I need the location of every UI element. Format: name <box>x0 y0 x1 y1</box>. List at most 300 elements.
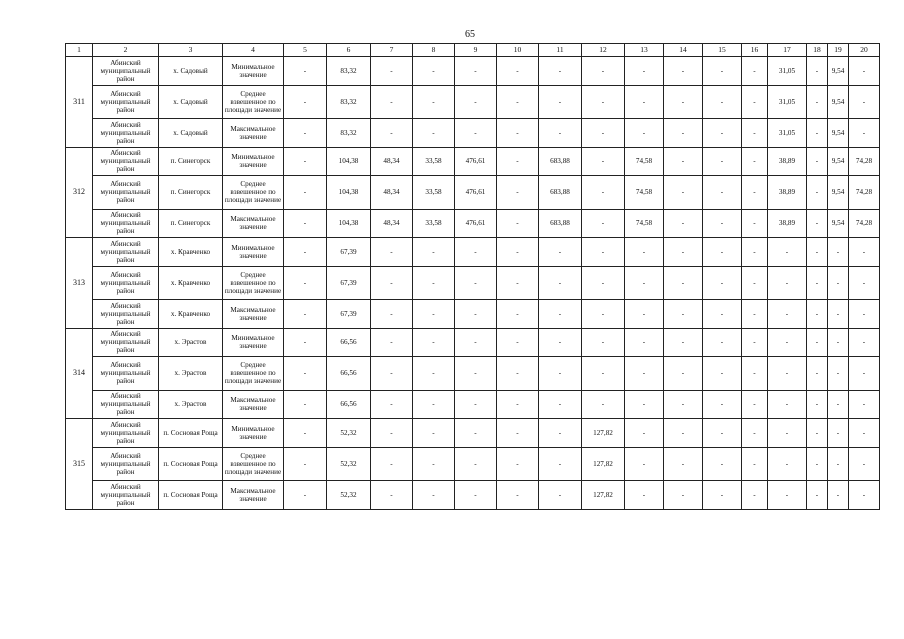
value-cell-col-15: - <box>703 266 742 300</box>
value-cell-col-6: 66,56 <box>327 390 371 419</box>
settlement-cell: п. Синегорск <box>159 209 223 238</box>
value-cell-col-10: - <box>497 419 539 448</box>
value-cell-col-18: - <box>807 238 828 267</box>
value-cell-col-6: 104,38 <box>327 147 371 176</box>
value-cell-col-18: - <box>807 357 828 391</box>
value-cell-col-7: - <box>371 266 413 300</box>
value-cell-col-20: 74,28 <box>849 209 880 238</box>
value-cell-col-9: 476,61 <box>455 147 497 176</box>
value-cell-col-11: - <box>539 390 582 419</box>
district-cell: Абинский муниципальный район <box>93 119 159 148</box>
value-cell-col-9: 476,61 <box>455 209 497 238</box>
value-cell-col-9: - <box>455 266 497 300</box>
value-cell-col-16: - <box>742 328 768 357</box>
value-cell-col-16: - <box>742 119 768 148</box>
district-cell: Абинский муниципальный район <box>93 357 159 391</box>
value-cell-col-8: - <box>413 419 455 448</box>
value-cell-col-13: 74,58 <box>625 209 664 238</box>
value-cell-col-11: 683,88 <box>539 147 582 176</box>
value-cell-col-19: - <box>828 419 849 448</box>
statistic-cell: Максимальное значение <box>223 390 284 419</box>
value-cell-col-7: - <box>371 481 413 510</box>
value-cell-col-5: - <box>284 85 327 119</box>
statistic-cell: Среднее взвешенное по площади значение <box>223 447 284 481</box>
value-cell-col-12: - <box>582 147 625 176</box>
value-cell-col-7: - <box>371 390 413 419</box>
settlement-cell: х. Кравченко <box>159 300 223 329</box>
value-cell-col-6: 52,32 <box>327 447 371 481</box>
value-cell-col-8: - <box>413 119 455 148</box>
value-cell-col-20: - <box>849 357 880 391</box>
value-cell-col-14: - <box>664 390 703 419</box>
table-row <box>66 357 880 391</box>
settlement-cell: п. Синегорск <box>159 176 223 210</box>
value-cell-col-20: - <box>849 447 880 481</box>
value-cell-col-10: - <box>497 447 539 481</box>
value-cell-col-10: - <box>497 300 539 329</box>
value-cell-col-20: 74,28 <box>849 147 880 176</box>
value-cell-col-5: - <box>284 328 327 357</box>
value-cell-col-17: 31,05 <box>768 119 807 148</box>
value-cell-col-12: - <box>582 328 625 357</box>
value-cell-col-15: - <box>703 390 742 419</box>
settlement-cell: х. Садовый <box>159 57 223 86</box>
value-cell-col-14: - <box>664 300 703 329</box>
column-header: 2 <box>93 44 159 57</box>
value-cell-col-18: - <box>807 209 828 238</box>
value-cell-col-6: 104,38 <box>327 176 371 210</box>
value-cell-col-10: - <box>497 176 539 210</box>
settlement-cell: п. Синегорск <box>159 147 223 176</box>
value-cell-col-12: - <box>582 57 625 86</box>
value-cell-col-18: - <box>807 147 828 176</box>
value-cell-col-12: 127,82 <box>582 447 625 481</box>
value-cell-col-15: - <box>703 481 742 510</box>
statistic-cell: Минимальное значение <box>223 419 284 448</box>
value-cell-col-12: 127,82 <box>582 419 625 448</box>
value-cell-col-11: - <box>539 266 582 300</box>
value-cell-col-5: - <box>284 176 327 210</box>
value-cell-col-7: - <box>371 357 413 391</box>
settlement-cell: п. Сосновая Роща <box>159 481 223 510</box>
column-header: 3 <box>159 44 223 57</box>
statistic-cell: Среднее взвешенное по площади значение <box>223 85 284 119</box>
value-cell-col-14: - <box>664 57 703 86</box>
statistic-cell: Среднее взвешенное по площади значение <box>223 357 284 391</box>
value-cell-col-14: - <box>664 119 703 148</box>
value-cell-col-9: - <box>455 328 497 357</box>
value-cell-col-5: - <box>284 419 327 448</box>
district-cell: Абинский муниципальный район <box>93 328 159 357</box>
value-cell-col-20: - <box>849 266 880 300</box>
value-cell-col-6: 66,56 <box>327 357 371 391</box>
table-row <box>66 176 880 210</box>
value-cell-col-8: - <box>413 300 455 329</box>
column-header: 12 <box>582 44 625 57</box>
value-cell-col-17: 31,05 <box>768 85 807 119</box>
column-header: 11 <box>539 44 582 57</box>
value-cell-col-15: - <box>703 328 742 357</box>
value-cell-col-20: - <box>849 481 880 510</box>
value-cell-col-6: 83,32 <box>327 57 371 86</box>
value-cell-col-14: - <box>664 481 703 510</box>
value-cell-col-8: 33,58 <box>413 147 455 176</box>
value-cell-col-18: - <box>807 419 828 448</box>
district-cell: Абинский муниципальный район <box>93 147 159 176</box>
district-cell: Абинский муниципальный район <box>93 447 159 481</box>
statistic-cell: Минимальное значение <box>223 57 284 86</box>
value-cell-col-11: - <box>539 447 582 481</box>
value-cell-col-20: - <box>849 328 880 357</box>
district-cell: Абинский муниципальный район <box>93 209 159 238</box>
value-cell-col-5: - <box>284 119 327 148</box>
value-cell-col-20: - <box>849 390 880 419</box>
value-cell-col-19: 9,54 <box>828 119 849 148</box>
value-cell-col-15: - <box>703 57 742 86</box>
value-cell-col-6: 83,32 <box>327 85 371 119</box>
value-cell-col-16: - <box>742 447 768 481</box>
column-header: 18 <box>807 44 828 57</box>
value-cell-col-12: - <box>582 209 625 238</box>
value-cell-col-9: - <box>455 357 497 391</box>
value-cell-col-6: 67,39 <box>327 300 371 329</box>
value-cell-col-14: - <box>664 85 703 119</box>
statistic-cell: Минимальное значение <box>223 238 284 267</box>
value-cell-col-18: - <box>807 300 828 329</box>
value-cell-col-8: - <box>413 85 455 119</box>
statistic-cell: Максимальное значение <box>223 481 284 510</box>
value-cell-col-9: - <box>455 238 497 267</box>
value-cell-col-18: - <box>807 481 828 510</box>
value-cell-col-5: - <box>284 266 327 300</box>
value-cell-col-12: - <box>582 85 625 119</box>
value-cell-col-6: 67,39 <box>327 238 371 267</box>
value-cell-col-17: 38,89 <box>768 176 807 210</box>
value-cell-col-7: - <box>371 57 413 86</box>
value-cell-col-9: - <box>455 85 497 119</box>
value-cell-col-10: - <box>497 481 539 510</box>
value-cell-col-17: - <box>768 300 807 329</box>
value-cell-col-12: - <box>582 390 625 419</box>
page-number: 65 <box>465 29 475 40</box>
value-cell-col-7: 48,34 <box>371 176 413 210</box>
data-table <box>65 43 880 510</box>
value-cell-col-8: - <box>413 238 455 267</box>
value-cell-col-8: - <box>413 390 455 419</box>
value-cell-col-13: 74,58 <box>625 147 664 176</box>
value-cell-col-5: - <box>284 57 327 86</box>
value-cell-col-18: - <box>807 266 828 300</box>
value-cell-col-15: - <box>703 85 742 119</box>
value-cell-col-5: - <box>284 447 327 481</box>
district-cell: Абинский муниципальный район <box>93 57 159 86</box>
value-cell-col-11: - <box>539 85 582 119</box>
value-cell-col-13: - <box>625 328 664 357</box>
column-header: 13 <box>625 44 664 57</box>
value-cell-col-19: 9,54 <box>828 209 849 238</box>
value-cell-col-10: - <box>497 147 539 176</box>
value-cell-col-11: - <box>539 481 582 510</box>
value-cell-col-15: - <box>703 119 742 148</box>
value-cell-col-19: - <box>828 357 849 391</box>
value-cell-col-9: 476,61 <box>455 176 497 210</box>
value-cell-col-7: 48,34 <box>371 147 413 176</box>
table-row <box>66 481 880 510</box>
table-row <box>66 419 880 448</box>
column-header: 8 <box>413 44 455 57</box>
district-cell: Абинский муниципальный район <box>93 238 159 267</box>
district-cell: Абинский муниципальный район <box>93 419 159 448</box>
value-cell-col-16: - <box>742 357 768 391</box>
value-cell-col-12: 127,82 <box>582 481 625 510</box>
statistic-cell: Максимальное значение <box>223 209 284 238</box>
value-cell-col-18: - <box>807 447 828 481</box>
header-row <box>66 44 880 57</box>
value-cell-col-18: - <box>807 328 828 357</box>
settlement-cell: х. Эрастов <box>159 357 223 391</box>
value-cell-col-9: - <box>455 419 497 448</box>
value-cell-col-19: - <box>828 481 849 510</box>
value-cell-col-17: - <box>768 357 807 391</box>
value-cell-col-17: - <box>768 481 807 510</box>
value-cell-col-11: - <box>539 419 582 448</box>
value-cell-col-14: - <box>664 357 703 391</box>
value-cell-col-5: - <box>284 390 327 419</box>
value-cell-col-18: - <box>807 85 828 119</box>
value-cell-col-11: - <box>539 328 582 357</box>
value-cell-col-8: - <box>413 57 455 86</box>
value-cell-col-19: - <box>828 266 849 300</box>
value-cell-col-8: - <box>413 328 455 357</box>
value-cell-col-16: - <box>742 419 768 448</box>
value-cell-col-17: - <box>768 419 807 448</box>
column-header: 20 <box>849 44 880 57</box>
value-cell-col-13: - <box>625 419 664 448</box>
value-cell-col-18: - <box>807 119 828 148</box>
value-cell-col-12: - <box>582 300 625 329</box>
value-cell-col-11: 683,88 <box>539 176 582 210</box>
value-cell-col-16: - <box>742 147 768 176</box>
value-cell-col-8: - <box>413 447 455 481</box>
value-cell-col-17: - <box>768 238 807 267</box>
value-cell-col-8: 33,58 <box>413 209 455 238</box>
table-row <box>66 266 880 300</box>
column-header: 14 <box>664 44 703 57</box>
value-cell-col-5: - <box>284 209 327 238</box>
column-header: 10 <box>497 44 539 57</box>
value-cell-col-19: - <box>828 447 849 481</box>
settlement-cell: п. Сосновая Роща <box>159 447 223 481</box>
value-cell-col-11: 683,88 <box>539 209 582 238</box>
value-cell-col-16: - <box>742 85 768 119</box>
value-cell-col-13: - <box>625 238 664 267</box>
value-cell-col-20: - <box>849 238 880 267</box>
value-cell-col-15: - <box>703 238 742 267</box>
value-cell-col-15: - <box>703 176 742 210</box>
value-cell-col-19: 9,54 <box>828 85 849 119</box>
settlement-cell: х. Садовый <box>159 85 223 119</box>
value-cell-col-13: - <box>625 300 664 329</box>
value-cell-col-17: 31,05 <box>768 57 807 86</box>
value-cell-col-5: - <box>284 481 327 510</box>
table-row <box>66 147 880 176</box>
row-number: 315 <box>66 419 93 510</box>
value-cell-col-16: - <box>742 209 768 238</box>
value-cell-col-10: - <box>497 390 539 419</box>
value-cell-col-9: - <box>455 447 497 481</box>
value-cell-col-6: 83,32 <box>327 119 371 148</box>
value-cell-col-10: - <box>497 119 539 148</box>
value-cell-col-6: 104,38 <box>327 209 371 238</box>
statistic-cell: Максимальное значение <box>223 300 284 329</box>
column-header: 5 <box>284 44 327 57</box>
table-row <box>66 390 880 419</box>
value-cell-col-17: 38,89 <box>768 209 807 238</box>
value-cell-col-20: - <box>849 85 880 119</box>
value-cell-col-9: - <box>455 57 497 86</box>
value-cell-col-5: - <box>284 357 327 391</box>
value-cell-col-18: - <box>807 57 828 86</box>
value-cell-col-14: - <box>664 447 703 481</box>
value-cell-col-11: - <box>539 238 582 267</box>
value-cell-col-6: 52,32 <box>327 481 371 510</box>
column-header: 16 <box>742 44 768 57</box>
value-cell-col-7: - <box>371 447 413 481</box>
value-cell-col-20: - <box>849 119 880 148</box>
statistic-cell: Среднее взвешенное по площади значение <box>223 266 284 300</box>
value-cell-col-14: - <box>664 209 703 238</box>
district-cell: Абинский муниципальный район <box>93 300 159 329</box>
value-cell-col-7: - <box>371 300 413 329</box>
value-cell-col-8: - <box>413 266 455 300</box>
value-cell-col-11: - <box>539 300 582 329</box>
row-number: 312 <box>66 147 93 238</box>
value-cell-col-8: - <box>413 481 455 510</box>
value-cell-col-9: - <box>455 119 497 148</box>
settlement-cell: х. Эрастов <box>159 328 223 357</box>
table-row <box>66 447 880 481</box>
settlement-cell: п. Сосновая Роща <box>159 419 223 448</box>
value-cell-col-20: - <box>849 57 880 86</box>
value-cell-col-7: - <box>371 238 413 267</box>
column-header: 6 <box>327 44 371 57</box>
value-cell-col-15: - <box>703 300 742 329</box>
district-cell: Абинский муниципальный район <box>93 176 159 210</box>
statistic-cell: Минимальное значение <box>223 147 284 176</box>
settlement-cell: х. Кравченко <box>159 266 223 300</box>
value-cell-col-17: - <box>768 328 807 357</box>
value-cell-col-16: - <box>742 238 768 267</box>
value-cell-col-15: - <box>703 147 742 176</box>
value-cell-col-9: - <box>455 481 497 510</box>
settlement-cell: х. Садовый <box>159 119 223 148</box>
value-cell-col-13: - <box>625 119 664 148</box>
value-cell-col-5: - <box>284 300 327 329</box>
value-cell-col-10: - <box>497 85 539 119</box>
value-cell-col-19: - <box>828 300 849 329</box>
column-header: 1 <box>66 44 93 57</box>
value-cell-col-15: - <box>703 357 742 391</box>
value-cell-col-7: 48,34 <box>371 209 413 238</box>
value-cell-col-18: - <box>807 176 828 210</box>
value-cell-col-17: - <box>768 266 807 300</box>
column-header: 4 <box>223 44 284 57</box>
value-cell-col-16: - <box>742 266 768 300</box>
value-cell-col-17: - <box>768 447 807 481</box>
value-cell-col-13: - <box>625 390 664 419</box>
row-number: 313 <box>66 238 93 329</box>
value-cell-col-7: - <box>371 119 413 148</box>
value-cell-col-13: - <box>625 266 664 300</box>
value-cell-col-19: 9,54 <box>828 147 849 176</box>
column-header: 15 <box>703 44 742 57</box>
value-cell-col-15: - <box>703 447 742 481</box>
district-cell: Абинский муниципальный район <box>93 481 159 510</box>
value-cell-col-14: - <box>664 328 703 357</box>
value-cell-col-7: - <box>371 85 413 119</box>
value-cell-col-16: - <box>742 390 768 419</box>
value-cell-col-19: - <box>828 238 849 267</box>
column-header: 17 <box>768 44 807 57</box>
value-cell-col-10: - <box>497 357 539 391</box>
value-cell-col-16: - <box>742 300 768 329</box>
table-row <box>66 300 880 329</box>
value-cell-col-17: - <box>768 390 807 419</box>
statistic-cell: Максимальное значение <box>223 119 284 148</box>
statistic-cell: Минимальное значение <box>223 328 284 357</box>
value-cell-col-14: - <box>664 419 703 448</box>
value-cell-col-15: - <box>703 419 742 448</box>
value-cell-col-14: - <box>664 238 703 267</box>
district-cell: Абинский муниципальный район <box>93 85 159 119</box>
value-cell-col-11: - <box>539 119 582 148</box>
value-cell-col-10: - <box>497 209 539 238</box>
table-row <box>66 119 880 148</box>
value-cell-col-20: - <box>849 300 880 329</box>
value-cell-col-6: 66,56 <box>327 328 371 357</box>
value-cell-col-13: - <box>625 85 664 119</box>
value-cell-col-12: - <box>582 357 625 391</box>
value-cell-col-10: - <box>497 266 539 300</box>
value-cell-col-13: - <box>625 357 664 391</box>
value-cell-col-13: 74,58 <box>625 176 664 210</box>
table-body <box>66 57 880 510</box>
value-cell-col-14: - <box>664 266 703 300</box>
value-cell-col-18: - <box>807 390 828 419</box>
value-cell-col-11: - <box>539 57 582 86</box>
table-row <box>66 57 880 86</box>
value-cell-col-12: - <box>582 119 625 148</box>
table-row <box>66 328 880 357</box>
value-cell-col-16: - <box>742 176 768 210</box>
value-cell-col-16: - <box>742 57 768 86</box>
table-row <box>66 238 880 267</box>
row-number: 311 <box>66 57 93 148</box>
value-cell-col-19: 9,54 <box>828 57 849 86</box>
value-cell-col-6: 52,32 <box>327 419 371 448</box>
district-cell: Абинский муниципальный район <box>93 266 159 300</box>
value-cell-col-20: - <box>849 419 880 448</box>
table-row <box>66 209 880 238</box>
value-cell-col-12: - <box>582 266 625 300</box>
value-cell-col-10: - <box>497 57 539 86</box>
column-header: 19 <box>828 44 849 57</box>
settlement-cell: х. Кравченко <box>159 238 223 267</box>
district-cell: Абинский муниципальный район <box>93 390 159 419</box>
value-cell-col-20: 74,28 <box>849 176 880 210</box>
value-cell-col-5: - <box>284 147 327 176</box>
value-cell-col-6: 67,39 <box>327 266 371 300</box>
